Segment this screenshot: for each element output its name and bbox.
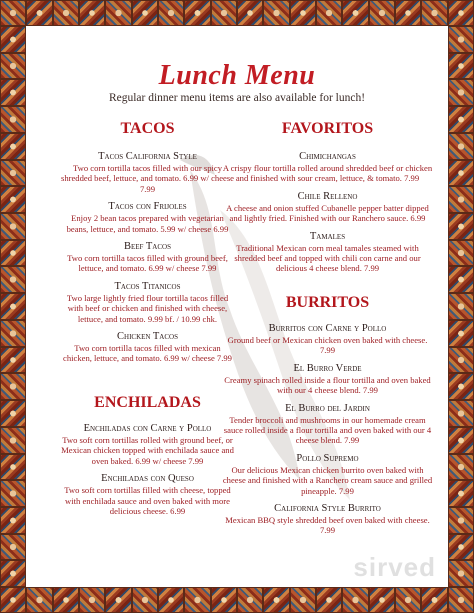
section-title: FAVORITOS bbox=[281, 120, 374, 137]
menu-item bbox=[60, 200, 235, 234]
item-name: Chicken Tacos bbox=[117, 331, 178, 343]
menu-item bbox=[220, 502, 435, 536]
item-description: Tender broccoli and mushrooms in our homemade cream sauce rolled inside a flour tortilla and oven baked with our 4 cheese blend. 7.99 bbox=[223, 414, 432, 446]
menu-title: Lunch Menu bbox=[158, 60, 316, 91]
menu-item bbox=[220, 322, 435, 356]
item-name: California Style Burrito bbox=[274, 503, 381, 515]
item-description: Two corn tortilla tacos filled with our spicy shredded beef, lettuce, and tomato. 6.99 w/ cheese 7.99 bbox=[60, 163, 234, 194]
item-name: El Burro Verde bbox=[293, 362, 362, 374]
section-burritos bbox=[220, 294, 435, 536]
item-description: Creamy spinach rolled inside a flour tortilla and oven baked with our 4 cheese blend. 7.99 bbox=[224, 374, 431, 396]
item-name: Tacos California Style bbox=[98, 151, 197, 162]
menu-item bbox=[220, 452, 435, 496]
item-name: Pollo Supremo bbox=[296, 452, 359, 464]
section-title: ENCHILADAS bbox=[94, 394, 201, 411]
item-name: Enchiladas con Queso bbox=[101, 473, 194, 485]
menu-item bbox=[220, 190, 435, 224]
item-name: Beef Tacos bbox=[124, 241, 171, 253]
item-description: Enjoy 2 bean tacos prepared with vegetarian beans, lettuce, and tomato. 5.99 w/ cheese 6.99 bbox=[66, 213, 229, 234]
item-name: Chimichangas bbox=[299, 151, 356, 162]
item-description: Two corn tortilla tacos filled with ground beef, lettuce, and tomato. 6.99 w/ cheese 7.99 bbox=[67, 253, 228, 274]
item-name: Tacos con Frijoles bbox=[108, 201, 187, 213]
item-name: Tamales bbox=[309, 230, 346, 242]
item-description: Traditional Mexican corn meal tamales steamed with shredded beef and topped with chili con carne and our delicious 4 cheese blend. 7.99 bbox=[234, 242, 421, 274]
item-description: Two large lightly fried flour tortilla tacos filled with beef or chicken and finished with cheese, lettuce, and tomato. 9.99 bf. / 10.99 chk. bbox=[66, 292, 229, 324]
item-name: Enchiladas con Carne y Pollo bbox=[83, 423, 212, 434]
menu-item bbox=[220, 230, 435, 274]
item-description: A crispy flour tortilla rolled around shredded beef or chicken and finished with sour cream, lettuce, & tomato. 7.99 bbox=[222, 163, 433, 184]
menu-item bbox=[220, 150, 435, 184]
menu-item bbox=[60, 472, 235, 516]
menu-subtitle: Regular dinner menu items are also available for lunch! bbox=[108, 92, 366, 104]
section-enchiladas bbox=[60, 394, 235, 516]
item-description: Two corn tortilla tacos filled with mexican chicken, lettuce, and tomato. 6.99 w/ cheese 7.99 bbox=[63, 343, 232, 364]
section-title: BURRITOS bbox=[285, 294, 370, 311]
item-name: Tacos Titanicos bbox=[114, 280, 181, 292]
item-name: Chile Relleno bbox=[297, 190, 358, 202]
sirved-watermark: sirved bbox=[353, 552, 436, 582]
decorative-border-top bbox=[0, 0, 474, 26]
item-description: Our delicious Mexican chicken burrito oven baked with cheese and finished with a Ranchero cream sauce and grilled pineapple. 7.99 bbox=[222, 464, 433, 496]
menu-item bbox=[60, 330, 235, 364]
item-description: Mexican BBQ style shredded beef oven baked with cheese. 7.99 bbox=[225, 515, 430, 536]
decorative-border-right bbox=[448, 26, 474, 587]
menu-item bbox=[60, 422, 235, 466]
decorative-border-left bbox=[0, 26, 26, 587]
item-description: Ground beef or Mexican chicken oven baked with cheese. 7.99 bbox=[227, 335, 428, 356]
item-description: Two soft corn tortillas rolled with ground beef, or Mexican chicken topped with enchilada sauce and oven baked. 6.99 w/ cheese 7.99 bbox=[61, 435, 234, 466]
decorative-border-bottom bbox=[0, 587, 474, 613]
item-name: Burritos con Carne y Pollo bbox=[268, 323, 387, 334]
item-name: El Burro del Jardin bbox=[285, 402, 370, 414]
menu-item bbox=[60, 150, 235, 194]
menu-item bbox=[60, 280, 235, 324]
section-title: TACOS bbox=[120, 120, 175, 137]
menu-item bbox=[220, 362, 435, 396]
menu-item bbox=[220, 402, 435, 446]
item-description: Two soft corn tortillas filled with cheese, topped with enchilada sauce and oven baked with more delicious cheese. 6.99 bbox=[64, 485, 231, 517]
section-tacos bbox=[60, 120, 235, 364]
section-favoritos bbox=[220, 120, 435, 274]
menu-item bbox=[60, 240, 235, 274]
item-description: A cheese and onion stuffed Cubanelle pepper batter dipped and lightly fried. Finished with our Ranchero sauce. 6.99 bbox=[226, 202, 429, 224]
